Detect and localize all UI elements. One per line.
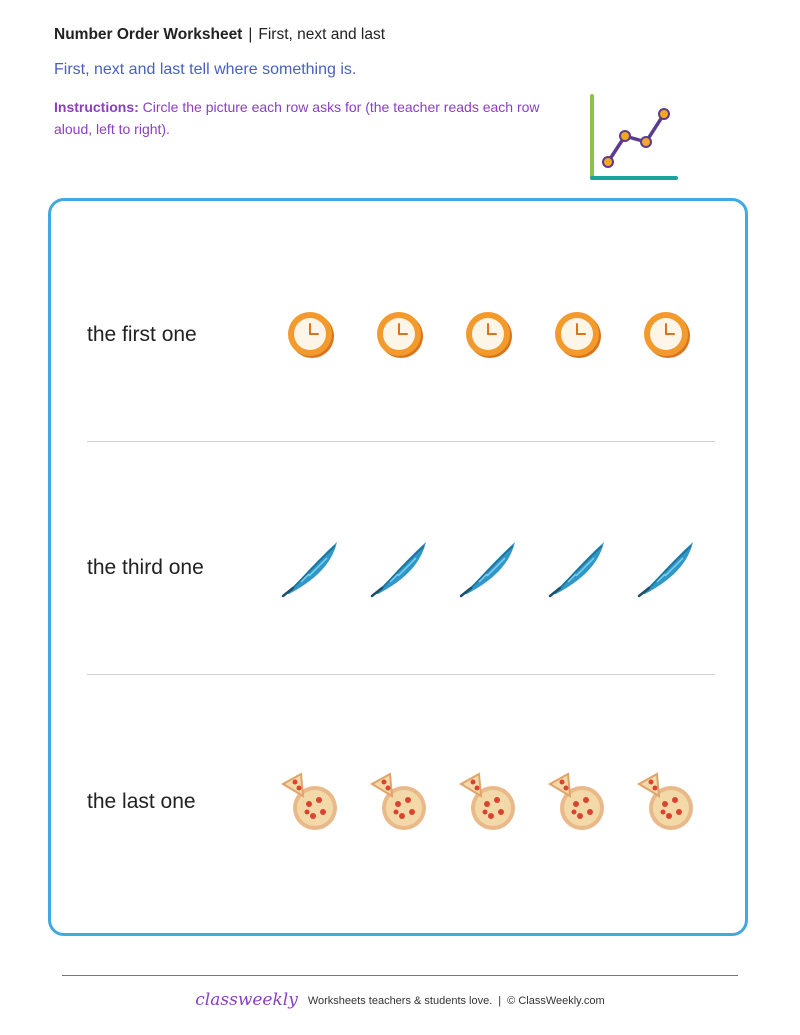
brand-logo: classweekly	[195, 990, 298, 1010]
footer-tagline: Worksheets teachers & students love.	[307, 995, 493, 1007]
instructions-label: Instructions:	[54, 99, 139, 115]
clock-icon[interactable]	[368, 303, 432, 367]
footer	[0, 990, 800, 1010]
worksheet-topic: First, next and last	[258, 26, 386, 43]
picture-choices	[279, 303, 699, 367]
pizza-icon[interactable]	[279, 770, 343, 834]
feather-icon[interactable]	[546, 536, 610, 600]
instructions	[54, 96, 564, 140]
clock-icon[interactable]	[546, 303, 610, 367]
picture-choices	[279, 536, 699, 600]
pizza-icon[interactable]	[368, 770, 432, 834]
feather-icon[interactable]	[635, 536, 699, 600]
row-prompt: the last one	[87, 790, 196, 813]
clock-icon[interactable]	[279, 303, 343, 367]
clock-icon[interactable]	[635, 303, 699, 367]
line-chart-icon	[584, 92, 684, 184]
feather-icon[interactable]	[368, 536, 432, 600]
footer-separator: |	[498, 995, 502, 1007]
clock-icon[interactable]	[457, 303, 521, 367]
row-divider	[87, 441, 715, 442]
row-prompt: the first one	[87, 323, 197, 346]
row-last	[51, 742, 745, 862]
pizza-icon[interactable]	[546, 770, 610, 834]
header-separator: |	[248, 26, 253, 43]
footer-divider	[62, 975, 738, 976]
feather-icon[interactable]	[457, 536, 521, 600]
worksheet-header	[54, 26, 385, 44]
row-divider	[87, 674, 715, 675]
picture-choices	[279, 770, 699, 834]
pizza-icon[interactable]	[635, 770, 699, 834]
row-third	[51, 508, 745, 628]
worksheet-title: Number Order Worksheet	[54, 26, 243, 43]
row-prompt: the third one	[87, 556, 204, 579]
row-first	[51, 275, 745, 395]
footer-copyright: © ClassWeekly.com	[507, 995, 605, 1007]
pizza-icon[interactable]	[457, 770, 521, 834]
feather-icon[interactable]	[279, 536, 343, 600]
worksheet-subtitle: First, next and last tell where something is.	[54, 61, 357, 78]
instructions-text: Circle the picture each row asks for (the teacher reads each row aloud, left to right).	[54, 99, 540, 137]
exercise-card	[48, 198, 748, 936]
